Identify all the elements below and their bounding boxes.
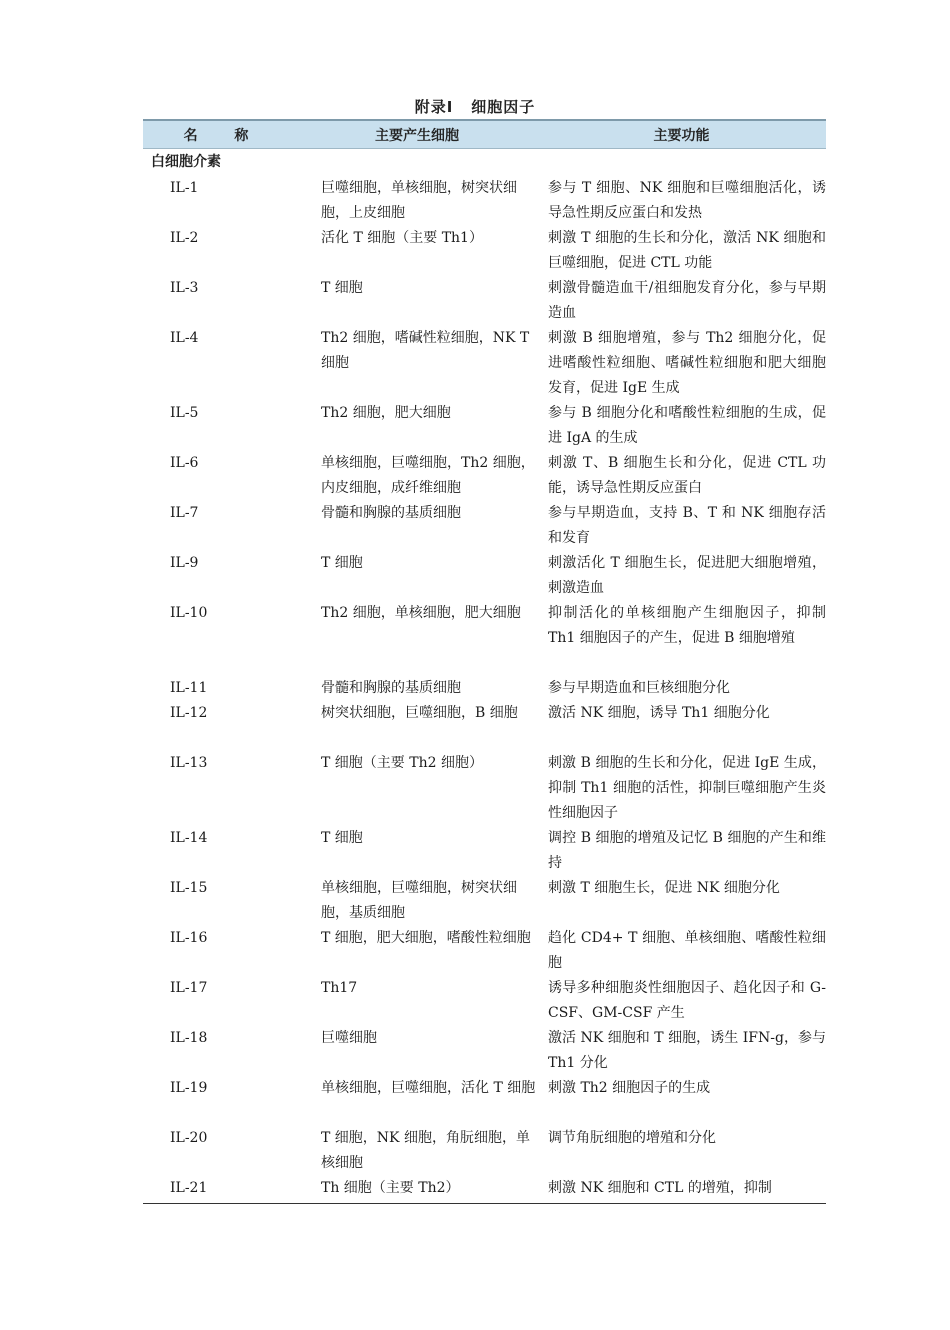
table-row	[143, 876, 826, 926]
main-function: 刺激 Th2 细胞因子的生成	[548, 1080, 711, 1096]
table-row	[143, 401, 826, 451]
main-function: 抑制活化的单核细胞产生细胞因子，抑制 Th1 细胞因子的产生，促进 B 细胞增殖	[548, 605, 826, 646]
producing-cells: T 细胞，肥大细胞，嗜酸性粒细胞	[321, 930, 531, 946]
main-function: 激活 NK 细胞，诱导 Th1 细胞分化	[548, 705, 770, 721]
cytokine-name: IL-17	[170, 980, 208, 996]
cytokine-name: IL-21	[170, 1180, 208, 1196]
table-row	[143, 326, 826, 401]
table-row	[143, 1026, 826, 1076]
table-body	[143, 176, 826, 1201]
table-bottom-rule	[143, 1203, 826, 1204]
cytokine-name: IL-11	[170, 680, 208, 696]
producing-cells: T 细胞，NK 细胞，角朊细胞，单核细胞	[321, 1130, 530, 1171]
cytokine-name: IL-5	[170, 405, 199, 421]
cytokine-name: IL-3	[170, 280, 199, 296]
main-function: 趋化 CD4+ T 细胞、单核细胞、嗜酸性粒细胞	[548, 930, 826, 971]
cytokine-name: IL-9	[170, 555, 199, 571]
producing-cells: 单核细胞，巨噬细胞，Th2 细胞，内皮细胞，成纤维细胞	[321, 455, 535, 496]
cytokine-name: IL-19	[170, 1080, 208, 1096]
producing-cells: 骨髓和胸腺的基质细胞	[321, 505, 461, 521]
table-row	[143, 176, 826, 226]
producing-cells: Th2 细胞，单核细胞，肥大细胞	[321, 605, 521, 621]
appendix-label: 附录Ⅰ	[414, 98, 454, 116]
table-row	[143, 976, 826, 1026]
table-row	[143, 276, 826, 326]
header-function: 主要功能	[653, 127, 710, 144]
table-header	[143, 119, 826, 149]
table-row	[143, 751, 826, 826]
producing-cells: 骨髓和胸腺的基质细胞	[321, 680, 461, 696]
main-function: 参与 T 细胞、NK 细胞和巨噬细胞活化，诱导急性期反应蛋白和发热	[548, 180, 826, 221]
cytokine-name: IL-1	[170, 180, 199, 196]
main-function: 刺激骨髓造血干/祖细胞发育分化，参与早期造血	[548, 280, 826, 321]
producing-cells: T 细胞（主要 Th2 细胞）	[321, 755, 483, 771]
producing-cells: 巨噬细胞	[321, 1030, 377, 1046]
cytokine-name: IL-4	[170, 330, 199, 346]
cytokine-name: IL-12	[170, 705, 208, 721]
producing-cells: Th17	[321, 980, 358, 996]
producing-cells: 巨噬细胞，单核细胞，树突状细胞，上皮细胞	[321, 180, 517, 221]
main-function: 调节角朊细胞的增殖和分化	[548, 1130, 716, 1146]
producing-cells: Th 细胞（主要 Th2）	[321, 1180, 460, 1196]
main-function: 刺激活化 T 细胞生长，促进肥大细胞增殖，刺激造血	[548, 555, 826, 596]
main-function: 刺激 B 细胞的生长和分化，促进 IgE 生成， 抑制 Th1 细胞的活性，抑制巨噬细胞产生炎性细胞因子	[548, 755, 826, 821]
cytokine-name: IL-2	[170, 230, 199, 246]
main-function: 参与 B 细胞分化和嗜酸性粒细胞的生成，促进 IgA 的生成	[548, 405, 826, 446]
producing-cells: 单核细胞，巨噬细胞，活化 T 细胞	[321, 1080, 536, 1096]
producing-cells: T 细胞	[321, 280, 363, 296]
cytokine-name: IL-6	[170, 455, 199, 471]
table-row	[143, 551, 826, 601]
table-row	[143, 1176, 826, 1201]
main-function: 诱导多种细胞炎性细胞因子、趋化因子和 G-CSF、GM-CSF 产生	[548, 980, 826, 1021]
main-function: 调控 B 细胞的增殖及记忆 B 细胞的产生和维持	[548, 830, 826, 871]
producing-cells: 单核细胞，巨噬细胞，树突状细胞，基质细胞	[321, 880, 517, 921]
producing-cells: T 细胞	[321, 555, 363, 571]
header-name: 名 称	[183, 127, 265, 144]
document-title	[0, 96, 950, 117]
table-row	[143, 1126, 826, 1176]
table-row	[143, 701, 826, 751]
cytokine-table	[143, 119, 826, 1204]
producing-cells: 树突状细胞，巨噬细胞，B 细胞	[321, 705, 518, 721]
cytokine-name: IL-16	[170, 930, 208, 946]
cytokine-name: IL-14	[170, 830, 208, 846]
table-row	[143, 601, 826, 676]
cytokine-name: IL-13	[170, 755, 208, 771]
table-row	[143, 1076, 826, 1126]
cytokine-name: IL-15	[170, 880, 208, 896]
title-name: 细胞因子	[471, 98, 536, 116]
table-row	[143, 676, 826, 701]
cytokine-name: IL-20	[170, 1130, 208, 1146]
main-function: 刺激 B 细胞增殖，参与 Th2 细胞分化，促进嗜酸性粒细胞、嗜碱性粒细胞和肥大细胞发育，促进 IgE 生成	[548, 330, 826, 396]
main-function: 刺激 NK 细胞和 CTL 的增殖，抑制	[548, 1180, 772, 1196]
main-function: 激活 NK 细胞和 T 细胞，诱生 IFN-g，参与 Th1 分化	[548, 1030, 826, 1071]
header-source: 主要产生细胞	[375, 127, 459, 144]
table-row	[143, 226, 826, 276]
main-function: 参与早期造血，支持 B、T 和 NK 细胞存活和发育	[548, 505, 826, 546]
main-function: 参与早期造血和巨核细胞分化	[548, 680, 730, 696]
section-label: 白细胞介素	[151, 154, 221, 170]
main-function: 刺激 T 细胞生长，促进 NK 细胞分化	[548, 880, 780, 896]
producing-cells: Th2 细胞，肥大细胞	[321, 405, 451, 421]
producing-cells: T 细胞	[321, 830, 363, 846]
producing-cells: Th2 细胞，嗜碱性粒细胞，NK T 细胞	[321, 330, 530, 371]
table-row	[143, 451, 826, 501]
table-row	[143, 501, 826, 551]
cytokine-name: IL-18	[170, 1030, 208, 1046]
producing-cells: 活化 T 细胞（主要 Th1）	[321, 230, 483, 246]
main-function: 刺激 T、B 细胞生长和分化，促进 CTL 功能，诱导急性期反应蛋白	[548, 455, 826, 496]
table-row	[143, 826, 826, 876]
cytokine-name: IL-7	[170, 505, 199, 521]
main-function: 刺激 T 细胞的生长和分化，激活 NK 细胞和巨噬细胞，促进 CTL 功能	[548, 230, 826, 271]
table-row	[143, 926, 826, 976]
cytokine-name: IL-10	[170, 605, 208, 621]
